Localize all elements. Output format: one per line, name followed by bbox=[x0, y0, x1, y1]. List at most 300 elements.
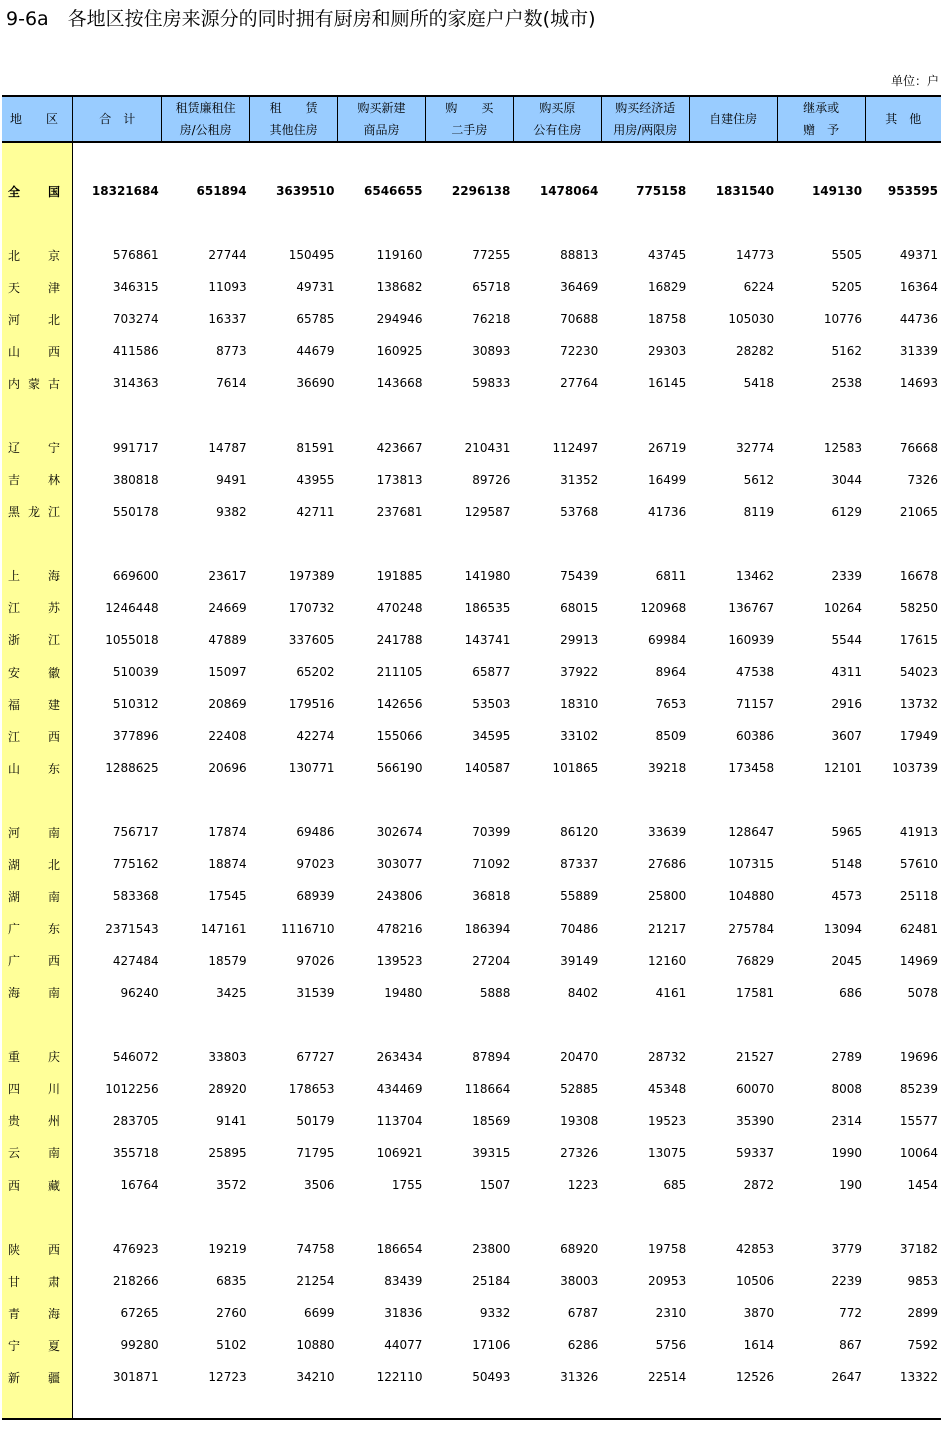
value-cell: 17106 bbox=[472, 1338, 511, 1353]
spacer-cell bbox=[601, 528, 689, 560]
value-cell: 2899 bbox=[907, 1306, 938, 1321]
value-cell: 18321684 bbox=[91, 184, 159, 199]
value-cell: 434469 bbox=[376, 1081, 423, 1096]
region-name-text bbox=[8, 920, 60, 937]
value-cell: 138682 bbox=[376, 280, 423, 295]
value-cell: 8509 bbox=[655, 729, 687, 744]
value-cell: 1614 bbox=[743, 1338, 775, 1353]
value-cell: 1223 bbox=[567, 1178, 599, 1193]
value-cell: 3870 bbox=[743, 1306, 775, 1321]
spacer-cell bbox=[425, 1009, 513, 1041]
table-row bbox=[2, 688, 941, 720]
value-cell: 57610 bbox=[899, 857, 938, 872]
table-row bbox=[2, 1137, 941, 1169]
column-header-text: 购 买 bbox=[445, 101, 494, 115]
region-name bbox=[2, 720, 73, 752]
value-cell: 43955 bbox=[296, 472, 335, 487]
table-row bbox=[2, 1105, 941, 1137]
value-cell: 2647 bbox=[831, 1370, 863, 1385]
value-cell: 68015 bbox=[560, 600, 599, 615]
value-cell: 141980 bbox=[464, 568, 511, 583]
value-cell: 160939 bbox=[728, 632, 775, 647]
value-cell: 101865 bbox=[552, 761, 599, 776]
value-cell: 67727 bbox=[296, 1049, 335, 1064]
region-char: 全 bbox=[8, 184, 21, 199]
region-name-text bbox=[8, 631, 60, 648]
value-cell: 149130 bbox=[811, 184, 863, 199]
region-name bbox=[2, 913, 73, 945]
value-cell: 6699 bbox=[303, 1306, 335, 1321]
column-header-text: 继承或 bbox=[803, 101, 840, 115]
region-char: 西 bbox=[47, 1242, 60, 1257]
value-cell: 275784 bbox=[728, 921, 775, 936]
spacer-cell bbox=[250, 400, 338, 432]
value-cell: 1246448 bbox=[105, 600, 159, 615]
table-row bbox=[2, 816, 941, 848]
spacer-cell bbox=[73, 1009, 162, 1041]
value-cell: 2296138 bbox=[451, 184, 511, 199]
value-cell: 9853 bbox=[907, 1274, 938, 1289]
column-header-text: 合 计 bbox=[99, 112, 136, 126]
region-char: 南 bbox=[47, 825, 60, 840]
value-cell: 2916 bbox=[831, 697, 863, 712]
region-name-text bbox=[8, 952, 60, 969]
spacer-cell bbox=[513, 1393, 601, 1419]
table-header bbox=[2, 96, 941, 142]
spacer-cell bbox=[513, 400, 601, 432]
value-cell: 33639 bbox=[648, 825, 687, 840]
region-char: 新 bbox=[8, 1370, 21, 1385]
spacer-cell bbox=[513, 207, 601, 239]
value-cell: 18310 bbox=[560, 697, 599, 712]
value-cell: 29913 bbox=[560, 632, 599, 647]
value-cell: 991717 bbox=[112, 440, 159, 455]
value-cell: 76668 bbox=[899, 440, 938, 455]
spacer-cell bbox=[601, 400, 689, 432]
column-header-text: 其 他 bbox=[885, 112, 922, 126]
value-cell: 301871 bbox=[112, 1370, 159, 1385]
value-cell: 703274 bbox=[112, 312, 159, 327]
value-cell: 173458 bbox=[728, 761, 775, 776]
value-cell: 88813 bbox=[560, 248, 599, 263]
value-cell: 478216 bbox=[376, 921, 423, 936]
spacer-cell bbox=[513, 1201, 601, 1233]
region-char: 江 bbox=[47, 505, 60, 520]
region-char: 南 bbox=[47, 1146, 60, 1161]
spacer-cell bbox=[162, 1201, 250, 1233]
value-cell: 76829 bbox=[735, 953, 775, 968]
region-name bbox=[2, 367, 73, 399]
region-char: 四 bbox=[8, 1082, 21, 1097]
region-name bbox=[2, 977, 73, 1009]
value-cell: 1831540 bbox=[715, 184, 775, 199]
value-cell: 576861 bbox=[112, 248, 159, 263]
value-cell: 5102 bbox=[216, 1338, 247, 1353]
region-char: 宁 bbox=[47, 441, 60, 456]
value-cell: 775158 bbox=[636, 184, 687, 199]
region-char: 广 bbox=[8, 954, 21, 969]
value-cell: 9141 bbox=[216, 1113, 247, 1128]
value-cell: 60070 bbox=[735, 1081, 775, 1096]
value-cell: 23800 bbox=[472, 1242, 511, 1257]
value-cell: 33803 bbox=[208, 1049, 247, 1064]
region-name bbox=[2, 239, 73, 271]
region-char: 西 bbox=[47, 954, 60, 969]
value-cell: 31836 bbox=[384, 1306, 423, 1321]
column-header bbox=[601, 96, 689, 142]
value-cell: 21527 bbox=[735, 1049, 775, 1064]
value-cell: 39149 bbox=[560, 953, 599, 968]
value-cell: 83439 bbox=[384, 1274, 423, 1289]
value-cell: 20696 bbox=[208, 761, 247, 776]
value-cell: 19758 bbox=[648, 1242, 687, 1257]
value-cell: 18579 bbox=[208, 953, 247, 968]
region-char: 河 bbox=[8, 312, 21, 327]
value-cell: 1055018 bbox=[105, 632, 159, 647]
value-cell: 5078 bbox=[907, 985, 938, 1000]
total-row bbox=[2, 175, 941, 207]
value-cell: 53503 bbox=[472, 697, 511, 712]
value-cell: 6835 bbox=[216, 1274, 247, 1289]
region-name bbox=[2, 1169, 73, 1201]
value-cell: 10264 bbox=[823, 600, 863, 615]
value-cell: 7326 bbox=[907, 472, 938, 487]
value-cell: 39218 bbox=[648, 761, 687, 776]
spacer-row bbox=[2, 1009, 941, 1041]
value-cell: 1990 bbox=[831, 1145, 863, 1160]
region-char: 林 bbox=[47, 473, 60, 488]
spacer-cell bbox=[73, 207, 162, 239]
region-char: 江 bbox=[8, 729, 21, 744]
region-char: 国 bbox=[47, 184, 60, 199]
value-cell: 9382 bbox=[216, 504, 247, 519]
value-cell: 5505 bbox=[831, 248, 863, 263]
region-char: 河 bbox=[8, 825, 21, 840]
region-char: 夏 bbox=[47, 1338, 60, 1353]
value-cell: 302674 bbox=[376, 825, 423, 840]
value-cell: 17615 bbox=[899, 632, 938, 647]
value-cell: 5205 bbox=[831, 280, 863, 295]
spacer-cell bbox=[338, 142, 426, 175]
value-cell: 20470 bbox=[560, 1049, 599, 1064]
value-cell: 49371 bbox=[899, 248, 938, 263]
value-cell: 17581 bbox=[735, 985, 775, 1000]
value-cell: 21065 bbox=[899, 504, 938, 519]
value-cell: 13732 bbox=[899, 697, 938, 712]
value-cell: 1507 bbox=[479, 1178, 511, 1193]
value-cell: 6787 bbox=[567, 1306, 599, 1321]
table-row bbox=[2, 624, 941, 656]
value-cell: 211105 bbox=[376, 665, 423, 680]
region-name-text bbox=[8, 599, 60, 616]
value-cell: 1012256 bbox=[105, 1081, 159, 1096]
spacer-cell bbox=[513, 528, 601, 560]
region-name-text bbox=[8, 728, 60, 745]
value-cell: 5888 bbox=[479, 985, 511, 1000]
value-cell: 17949 bbox=[899, 729, 938, 744]
region-char: 龙 bbox=[27, 505, 40, 520]
spacer-cell bbox=[250, 528, 338, 560]
column-header-text: 购买原 bbox=[539, 101, 576, 115]
value-cell: 1116710 bbox=[281, 921, 335, 936]
value-cell: 85239 bbox=[899, 1081, 938, 1096]
value-cell: 50179 bbox=[296, 1113, 335, 1128]
region-name-text bbox=[8, 760, 60, 777]
table-row bbox=[2, 432, 941, 464]
value-cell: 191885 bbox=[376, 568, 423, 583]
value-cell: 9332 bbox=[479, 1306, 511, 1321]
value-cell: 218266 bbox=[112, 1274, 159, 1289]
spacer-cell bbox=[601, 1393, 689, 1419]
value-cell: 150495 bbox=[288, 248, 335, 263]
region-char: 陕 bbox=[8, 1242, 21, 1257]
value-cell: 32774 bbox=[735, 440, 775, 455]
column-header-text: 自建住房 bbox=[709, 112, 758, 126]
region-name-text bbox=[8, 279, 60, 296]
column-header bbox=[865, 96, 941, 142]
value-cell: 1755 bbox=[391, 1178, 423, 1193]
value-cell: 11093 bbox=[208, 280, 247, 295]
table-row bbox=[2, 1169, 941, 1201]
table-row bbox=[2, 496, 941, 528]
spacer-cell bbox=[425, 1201, 513, 1233]
spacer-cell bbox=[250, 784, 338, 816]
column-header bbox=[513, 96, 601, 142]
spacer-cell bbox=[2, 207, 73, 239]
value-cell: 7653 bbox=[655, 697, 687, 712]
value-cell: 5965 bbox=[831, 825, 863, 840]
value-cell: 142656 bbox=[376, 697, 423, 712]
value-cell: 16829 bbox=[648, 280, 687, 295]
value-cell: 65877 bbox=[472, 665, 511, 680]
region-name-text bbox=[8, 343, 60, 360]
region-name-text bbox=[8, 1337, 60, 1354]
spacer-cell bbox=[162, 142, 250, 175]
value-cell: 71157 bbox=[735, 697, 775, 712]
value-cell: 96240 bbox=[120, 985, 159, 1000]
column-header-text: 商品房 bbox=[363, 123, 400, 137]
spacer-cell bbox=[73, 784, 162, 816]
region-name bbox=[2, 560, 73, 592]
value-cell: 685 bbox=[663, 1178, 687, 1193]
value-cell: 71795 bbox=[296, 1145, 335, 1160]
value-cell: 34595 bbox=[472, 729, 511, 744]
value-cell: 31352 bbox=[560, 472, 599, 487]
value-cell: 10506 bbox=[735, 1274, 775, 1289]
spacer-cell bbox=[73, 400, 162, 432]
value-cell: 6224 bbox=[743, 280, 775, 295]
value-cell: 140587 bbox=[464, 761, 511, 776]
column-header-text: 地 区 bbox=[10, 112, 59, 126]
value-cell: 17545 bbox=[208, 889, 247, 904]
value-cell: 8119 bbox=[743, 504, 775, 519]
value-cell: 3506 bbox=[303, 1178, 335, 1193]
value-cell: 5162 bbox=[831, 344, 863, 359]
value-cell: 58250 bbox=[899, 600, 938, 615]
value-cell: 12583 bbox=[823, 440, 863, 455]
value-cell: 6129 bbox=[831, 504, 863, 519]
value-cell: 22514 bbox=[648, 1370, 687, 1385]
spacer-cell bbox=[865, 528, 941, 560]
value-cell: 87337 bbox=[560, 857, 599, 872]
value-cell: 65202 bbox=[296, 665, 335, 680]
value-cell: 12101 bbox=[823, 761, 863, 776]
value-cell: 59337 bbox=[735, 1145, 775, 1160]
table-row bbox=[2, 335, 941, 367]
value-cell: 86120 bbox=[560, 825, 599, 840]
value-cell: 70486 bbox=[560, 921, 599, 936]
spacer-cell bbox=[513, 1009, 601, 1041]
value-cell: 19308 bbox=[560, 1113, 599, 1128]
region-name bbox=[2, 1361, 73, 1393]
spacer-cell bbox=[162, 1009, 250, 1041]
region-char: 海 bbox=[47, 569, 60, 584]
column-header-text: 租赁廉租住 bbox=[175, 101, 236, 115]
value-cell: 39315 bbox=[472, 1145, 511, 1160]
value-cell: 118664 bbox=[464, 1081, 511, 1096]
value-cell: 5418 bbox=[743, 376, 775, 391]
value-cell: 14787 bbox=[208, 440, 247, 455]
region-name-text bbox=[8, 1241, 60, 1258]
value-cell: 170732 bbox=[288, 600, 335, 615]
value-cell: 2310 bbox=[655, 1306, 687, 1321]
column-header bbox=[250, 96, 338, 142]
spacer-cell bbox=[865, 400, 941, 432]
value-cell: 16678 bbox=[899, 568, 938, 583]
value-cell: 2538 bbox=[831, 376, 863, 391]
region-name bbox=[2, 303, 73, 335]
spacer-cell bbox=[689, 784, 777, 816]
region-char: 湖 bbox=[8, 889, 21, 904]
region-char: 湖 bbox=[8, 857, 21, 872]
region-char: 京 bbox=[47, 248, 60, 263]
value-cell: 2239 bbox=[831, 1274, 863, 1289]
column-header-text: 用房/两限房 bbox=[613, 123, 678, 137]
value-cell: 70688 bbox=[560, 312, 599, 327]
value-cell: 3044 bbox=[831, 472, 863, 487]
table-row bbox=[2, 239, 941, 271]
value-cell: 41913 bbox=[899, 825, 938, 840]
value-cell: 27744 bbox=[208, 248, 247, 263]
value-cell: 45348 bbox=[648, 1081, 687, 1096]
region-name bbox=[2, 271, 73, 303]
value-cell: 2371543 bbox=[105, 921, 159, 936]
table-row bbox=[2, 367, 941, 399]
value-cell: 129587 bbox=[464, 504, 511, 519]
column-header-text: 赠 予 bbox=[803, 123, 840, 137]
value-cell: 510039 bbox=[112, 665, 159, 680]
column-header bbox=[777, 96, 865, 142]
region-char: 海 bbox=[8, 986, 21, 1001]
value-cell: 31339 bbox=[899, 344, 938, 359]
region-char: 徽 bbox=[47, 665, 60, 680]
value-cell: 1478064 bbox=[539, 184, 599, 199]
value-cell: 423667 bbox=[376, 440, 423, 455]
value-cell: 337605 bbox=[288, 632, 335, 647]
spacer-cell bbox=[338, 400, 426, 432]
table-row bbox=[2, 752, 941, 784]
region-char: 山 bbox=[8, 344, 21, 359]
table-row bbox=[2, 1329, 941, 1361]
value-cell: 4573 bbox=[831, 889, 863, 904]
spacer-cell bbox=[2, 528, 73, 560]
value-cell: 16499 bbox=[648, 472, 687, 487]
spacer-cell bbox=[601, 1201, 689, 1233]
spacer-cell bbox=[425, 400, 513, 432]
value-cell: 179516 bbox=[288, 697, 335, 712]
value-cell: 36818 bbox=[472, 889, 511, 904]
spacer-cell bbox=[162, 784, 250, 816]
table-row bbox=[2, 913, 941, 945]
region-char: 吉 bbox=[8, 473, 21, 488]
value-cell: 60386 bbox=[735, 729, 775, 744]
spacer-cell bbox=[2, 1393, 73, 1419]
region-char: 宁 bbox=[8, 1338, 21, 1353]
region-name bbox=[2, 1233, 73, 1265]
value-cell: 112497 bbox=[552, 440, 599, 455]
table-row bbox=[2, 271, 941, 303]
value-cell: 103739 bbox=[892, 761, 938, 776]
spacer-cell bbox=[338, 1201, 426, 1233]
region-char: 内 bbox=[8, 376, 21, 391]
value-cell: 69984 bbox=[648, 632, 687, 647]
value-cell: 13075 bbox=[648, 1145, 687, 1160]
table-row bbox=[2, 560, 941, 592]
spacer-cell bbox=[513, 784, 601, 816]
spacer-cell bbox=[425, 528, 513, 560]
value-cell: 6546655 bbox=[364, 184, 423, 199]
region-name-text bbox=[8, 888, 60, 905]
table-row bbox=[2, 720, 941, 752]
value-cell: 1454 bbox=[907, 1178, 938, 1193]
table-row bbox=[2, 464, 941, 496]
region-char: 南 bbox=[47, 986, 60, 1001]
value-cell: 59833 bbox=[472, 376, 511, 391]
value-cell: 81591 bbox=[296, 440, 335, 455]
value-cell: 953595 bbox=[887, 184, 938, 199]
spacer-cell bbox=[2, 1009, 73, 1041]
value-cell: 19480 bbox=[384, 985, 423, 1000]
value-cell: 42853 bbox=[735, 1242, 775, 1257]
table-row bbox=[2, 1265, 941, 1297]
value-cell: 18874 bbox=[208, 857, 247, 872]
column-header-text: 购买经济适 bbox=[615, 101, 676, 115]
spacer-cell bbox=[425, 142, 513, 175]
region-char: 安 bbox=[8, 665, 21, 680]
value-cell: 25118 bbox=[899, 889, 938, 904]
region-name bbox=[2, 752, 73, 784]
value-cell: 16364 bbox=[899, 280, 938, 295]
spacer-cell bbox=[777, 1009, 865, 1041]
value-cell: 21254 bbox=[296, 1274, 335, 1289]
region-name-text bbox=[8, 503, 60, 520]
region-char: 贵 bbox=[8, 1114, 21, 1129]
table-row bbox=[2, 303, 941, 335]
region-char: 黑 bbox=[8, 505, 21, 520]
table-row bbox=[2, 1361, 941, 1393]
spacer-row bbox=[2, 1201, 941, 1233]
region-char: 苏 bbox=[47, 601, 60, 616]
spacer-cell bbox=[250, 1393, 338, 1419]
value-cell: 23617 bbox=[208, 568, 247, 583]
value-cell: 5148 bbox=[831, 857, 863, 872]
region-name bbox=[2, 1297, 73, 1329]
value-cell: 106921 bbox=[376, 1145, 423, 1160]
value-cell: 19219 bbox=[208, 1242, 247, 1257]
spacer-cell bbox=[601, 207, 689, 239]
spacer-cell bbox=[2, 1201, 73, 1233]
value-cell: 178653 bbox=[288, 1081, 335, 1096]
